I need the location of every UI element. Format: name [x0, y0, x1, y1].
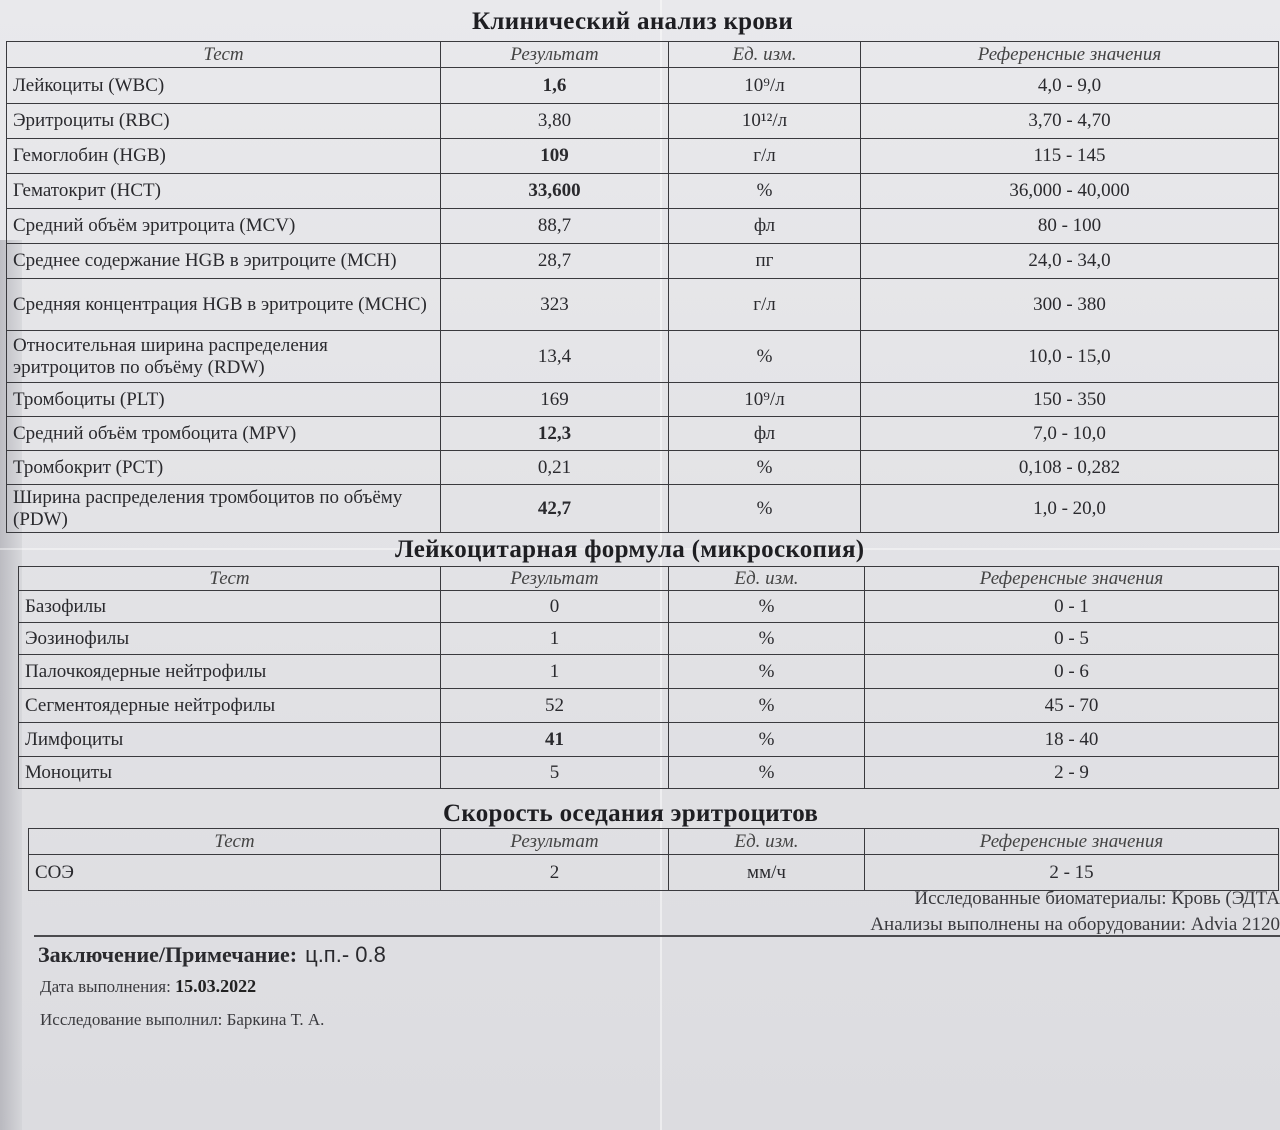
test-name-cell: Эозинофилы	[19, 623, 441, 655]
table-row	[7, 68, 1279, 104]
reference-cell: 0,108 - 0,282	[861, 451, 1279, 485]
test-name-cell: Палочкоядерные нейтрофилы	[19, 655, 441, 689]
table-header-row	[7, 42, 1279, 68]
esr-table	[28, 828, 1279, 891]
table-row	[7, 383, 1279, 417]
reference-cell: 36,000 - 40,000	[861, 174, 1279, 209]
unit-cell: 10⁹/л	[669, 68, 861, 104]
result-cell: 33,600	[441, 174, 669, 209]
result-cell: 0	[441, 591, 669, 623]
unit-cell: г/л	[669, 279, 861, 331]
test-name-cell: Средний объём тромбоцита (MPV)	[7, 417, 441, 451]
unit-cell: фл	[669, 209, 861, 244]
esr-title: Скорость оседания эритроцитов	[443, 800, 819, 827]
result-cell: 12,3	[441, 417, 669, 451]
unit-cell: %	[669, 451, 861, 485]
result-cell: 169	[441, 383, 669, 417]
result-cell: 2	[441, 855, 669, 891]
reference-cell: 0 - 5	[865, 623, 1279, 655]
unit-cell: %	[669, 655, 865, 689]
header-unit: Ед. изм.	[669, 829, 865, 855]
cbc-title: Клинический анализ крови	[472, 8, 794, 35]
conclusion-label: Заключение/Примечание:	[38, 942, 298, 967]
biomaterial-note: Исследованные биоматериалы: Кровь (ЭДТА	[914, 888, 1280, 909]
test-name-cell: Моноциты	[19, 757, 441, 789]
test-name-cell: Базофилы	[19, 591, 441, 623]
table-row	[29, 855, 1279, 891]
result-cell: 3,80	[441, 104, 669, 139]
divider	[34, 935, 1280, 937]
table-row	[19, 655, 1279, 689]
header-unit: Ед. изм.	[669, 567, 865, 591]
conclusion	[38, 942, 386, 968]
table-header-row	[19, 567, 1279, 591]
table-row	[19, 689, 1279, 723]
result-cell: 42,7	[441, 485, 669, 533]
header-reference: Референсные значения	[865, 567, 1279, 591]
unit-cell: %	[669, 689, 865, 723]
test-name-cell: СОЭ	[29, 855, 441, 891]
date-label: Дата выполнения:	[40, 977, 171, 996]
test-name-cell: Гематокрит (HCT)	[7, 174, 441, 209]
table-row	[7, 139, 1279, 174]
header-reference: Референсные значения	[861, 42, 1279, 68]
test-name-cell: Гемоглобин (HGB)	[7, 139, 441, 174]
table-row	[19, 623, 1279, 655]
unit-cell: %	[669, 757, 865, 789]
header-test: Тест	[29, 829, 441, 855]
reference-cell: 18 - 40	[865, 723, 1279, 757]
table-row	[7, 417, 1279, 451]
reference-cell: 1,0 - 20,0	[861, 485, 1279, 533]
header-reference: Референсные значения	[865, 829, 1279, 855]
result-cell: 1,6	[441, 68, 669, 104]
reference-cell: 115 - 145	[861, 139, 1279, 174]
header-test: Тест	[19, 567, 441, 591]
reference-cell: 80 - 100	[861, 209, 1279, 244]
table-header-row	[29, 829, 1279, 855]
table-row	[19, 757, 1279, 789]
test-name-cell: Тромбоциты (PLT)	[7, 383, 441, 417]
reference-cell: 150 - 350	[861, 383, 1279, 417]
unit-cell: %	[669, 331, 861, 383]
differential-title: Лейкоцитарная формула (микроскопия)	[395, 536, 865, 563]
result-cell: 41	[441, 723, 669, 757]
cbc-table	[6, 41, 1279, 533]
result-cell: 109	[441, 139, 669, 174]
test-name-cell: Сегментоядерные нейтрофилы	[19, 689, 441, 723]
reference-cell: 45 - 70	[865, 689, 1279, 723]
table-row	[7, 174, 1279, 209]
reference-cell: 2 - 15	[865, 855, 1279, 891]
test-name-cell: Лимфоциты	[19, 723, 441, 757]
header-unit: Ед. изм.	[669, 42, 861, 68]
table-row	[19, 723, 1279, 757]
table-row	[7, 451, 1279, 485]
header-result: Результат	[441, 42, 669, 68]
unit-cell: мм/ч	[669, 855, 865, 891]
unit-cell: %	[669, 723, 865, 757]
unit-cell: 10⁹/л	[669, 383, 861, 417]
reference-cell: 4,0 - 9,0	[861, 68, 1279, 104]
table-row	[7, 209, 1279, 244]
table-row	[7, 244, 1279, 279]
test-name-cell: Эритроциты (RBC)	[7, 104, 441, 139]
test-name-cell: Средняя концентрация HGB в эритроците (MCHC)	[7, 279, 441, 331]
table-row	[7, 485, 1279, 533]
reference-cell: 7,0 - 10,0	[861, 417, 1279, 451]
test-name-cell: Ширина распределения тромбоцитов по объёму (PDW)	[7, 485, 441, 533]
test-name-cell: Лейкоциты (WBC)	[7, 68, 441, 104]
table-row	[19, 591, 1279, 623]
reference-cell: 2 - 9	[865, 757, 1279, 789]
result-cell: 1	[441, 655, 669, 689]
reference-cell: 24,0 - 34,0	[861, 244, 1279, 279]
reference-cell: 3,70 - 4,70	[861, 104, 1279, 139]
table-row	[7, 279, 1279, 331]
table-row	[7, 331, 1279, 383]
reference-cell: 300 - 380	[861, 279, 1279, 331]
unit-cell: фл	[669, 417, 861, 451]
result-cell: 323	[441, 279, 669, 331]
performer-line: Исследование выполнил: Баркина Т. А.	[40, 1010, 325, 1029]
reference-cell: 10,0 - 15,0	[861, 331, 1279, 383]
table-row	[7, 104, 1279, 139]
header-result: Результат	[441, 829, 669, 855]
test-name-cell: Относительная ширина распределения эритроцитов по объёму (RDW)	[7, 331, 441, 383]
unit-cell: пг	[669, 244, 861, 279]
differential-table	[18, 566, 1279, 789]
equipment-note: Анализы выполнены на оборудовании: Advia 2120	[870, 914, 1280, 935]
result-cell: 88,7	[441, 209, 669, 244]
result-cell: 13,4	[441, 331, 669, 383]
test-name-cell: Среднее содержание HGB в эритроците (MCH)	[7, 244, 441, 279]
result-cell: 1	[441, 623, 669, 655]
unit-cell: %	[669, 174, 861, 209]
date-line	[40, 976, 256, 997]
unit-cell: г/л	[669, 139, 861, 174]
reference-cell: 0 - 1	[865, 591, 1279, 623]
unit-cell: %	[669, 623, 865, 655]
unit-cell: %	[669, 591, 865, 623]
test-name-cell: Тромбокрит (PCT)	[7, 451, 441, 485]
unit-cell: %	[669, 485, 861, 533]
header-result: Результат	[441, 567, 669, 591]
conclusion-value: ц.п.- 0.8	[305, 942, 386, 967]
unit-cell: 10¹²/л	[669, 104, 861, 139]
test-name-cell: Средний объём эритроцита (MCV)	[7, 209, 441, 244]
header-test: Тест	[7, 42, 441, 68]
result-cell: 52	[441, 689, 669, 723]
result-cell: 5	[441, 757, 669, 789]
date-value: 15.03.2022	[175, 976, 257, 996]
result-cell: 28,7	[441, 244, 669, 279]
result-cell: 0,21	[441, 451, 669, 485]
reference-cell: 0 - 6	[865, 655, 1279, 689]
